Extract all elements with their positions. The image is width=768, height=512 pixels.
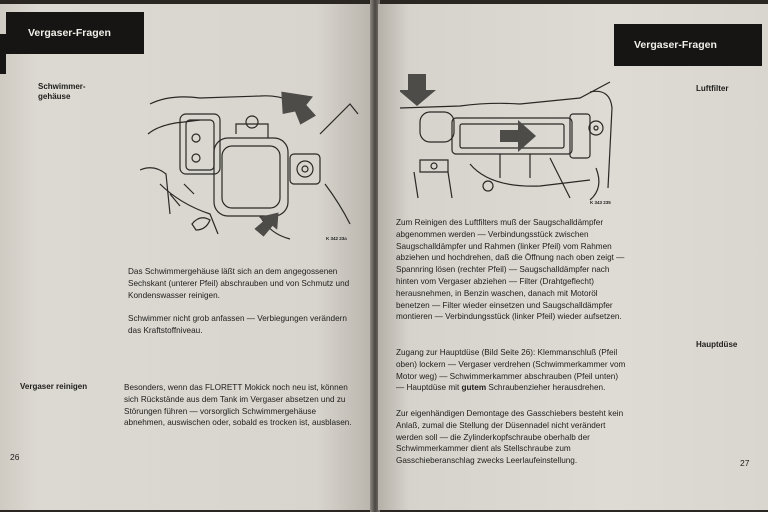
left-page-number: 26: [10, 452, 20, 462]
left-paragraph-1: Das Schwimmergehäuse läßt sich an dem angegossenen Sechskant (unterer Pfeil) abschrauben und von Schmutz und Kondenswasser reinigen.: [128, 267, 350, 300]
air-filter-silencer-figure: [400, 68, 620, 208]
carburetor-float-chamber-figure: [140, 74, 362, 246]
right-page-header: [614, 24, 762, 66]
right-header-title: Vergaser-Fragen: [634, 39, 717, 51]
right-paragraph-2-part-a: Zugang zur Hauptdüse (Bild Seite 26): Klemmanschluß (Pfeil oben) lockern — Vergaser verdrehen (Schwimmerkammer vom Motor weg) — Schwimmerkammer abschrauben (Pfeil unten) — Hauptdüse mit: [396, 348, 626, 393]
side-label-schwimmergehaeuse: Schwimmer- gehäuse: [38, 82, 86, 101]
right-paragraph-2-bold-word: gutem: [461, 383, 487, 393]
right-paragraph-3: Zur eigenhändigen Demontage des Gasschiebers besteht kein Anlaß, zumal die Stellung der Düsennadel nicht verändert werden soll — die Zylinderkopfschraube oberhalb der Schwimmerkammer dient als Stellschraube zum Gasschieberanschlag zwecks Leerlaufeinstellung.: [396, 409, 624, 466]
right-paragraph-1: Zum Reinigen des Luftfilters muß der Saugschalldämpfer abgenommen werden — Verbindungsstück zwischen Saugschalldämpfer und Rahmen (linker Pfeil) vom Rahmen abziehen und hochdrehen, daß die Öffnung nach oben zeigt — Spannring lösen (rechter Pfeil) — Saugschalldämpfer nach hinten vom Vergaser abziehen — Filter (Drahtgeflecht) herausnehmen, in Benzin waschen, danach mit Motoröl benetzen — Filter wieder einsetzen und Saugschalldämpfer montieren — Verbindungsstück (linker Pfeil) wieder aufsetzen.: [396, 218, 625, 322]
left-page-header: [6, 12, 144, 54]
side-label-hauptduese: Hauptdüse: [696, 340, 738, 349]
left-figure-code: K 342 23a: [326, 236, 347, 241]
right-paragraph-2: [396, 347, 628, 394]
right-page-number: 27: [740, 458, 750, 468]
left-page: [0, 4, 372, 510]
left-paragraph-2: Schwimmer nicht grob anfassen — Verbiegungen verändern das Kraftstoffniveau.: [128, 314, 347, 335]
side-label-luftfilter: Luftfilter: [696, 84, 729, 93]
right-paragraph-2-part-b: Schraubenzieher herausdrehen.: [486, 383, 606, 393]
side-label-vergaser-reinigen: Vergaser reinigen: [20, 382, 88, 391]
left-header-title: Vergaser-Fragen: [28, 27, 111, 39]
right-page: [378, 4, 768, 510]
left-paragraph-3: Besonders, wenn das FLORETT Mokick noch neu ist, können sich Rückstände aus dem Tank im Vergaser absetzen und zu Störungen führen — vorsorglich Schwimmergehäuse abnehmen, auswischen oder, sobald es trocken ist, ausblasen.: [124, 383, 352, 428]
right-figure-code: K 343 235: [590, 200, 611, 205]
